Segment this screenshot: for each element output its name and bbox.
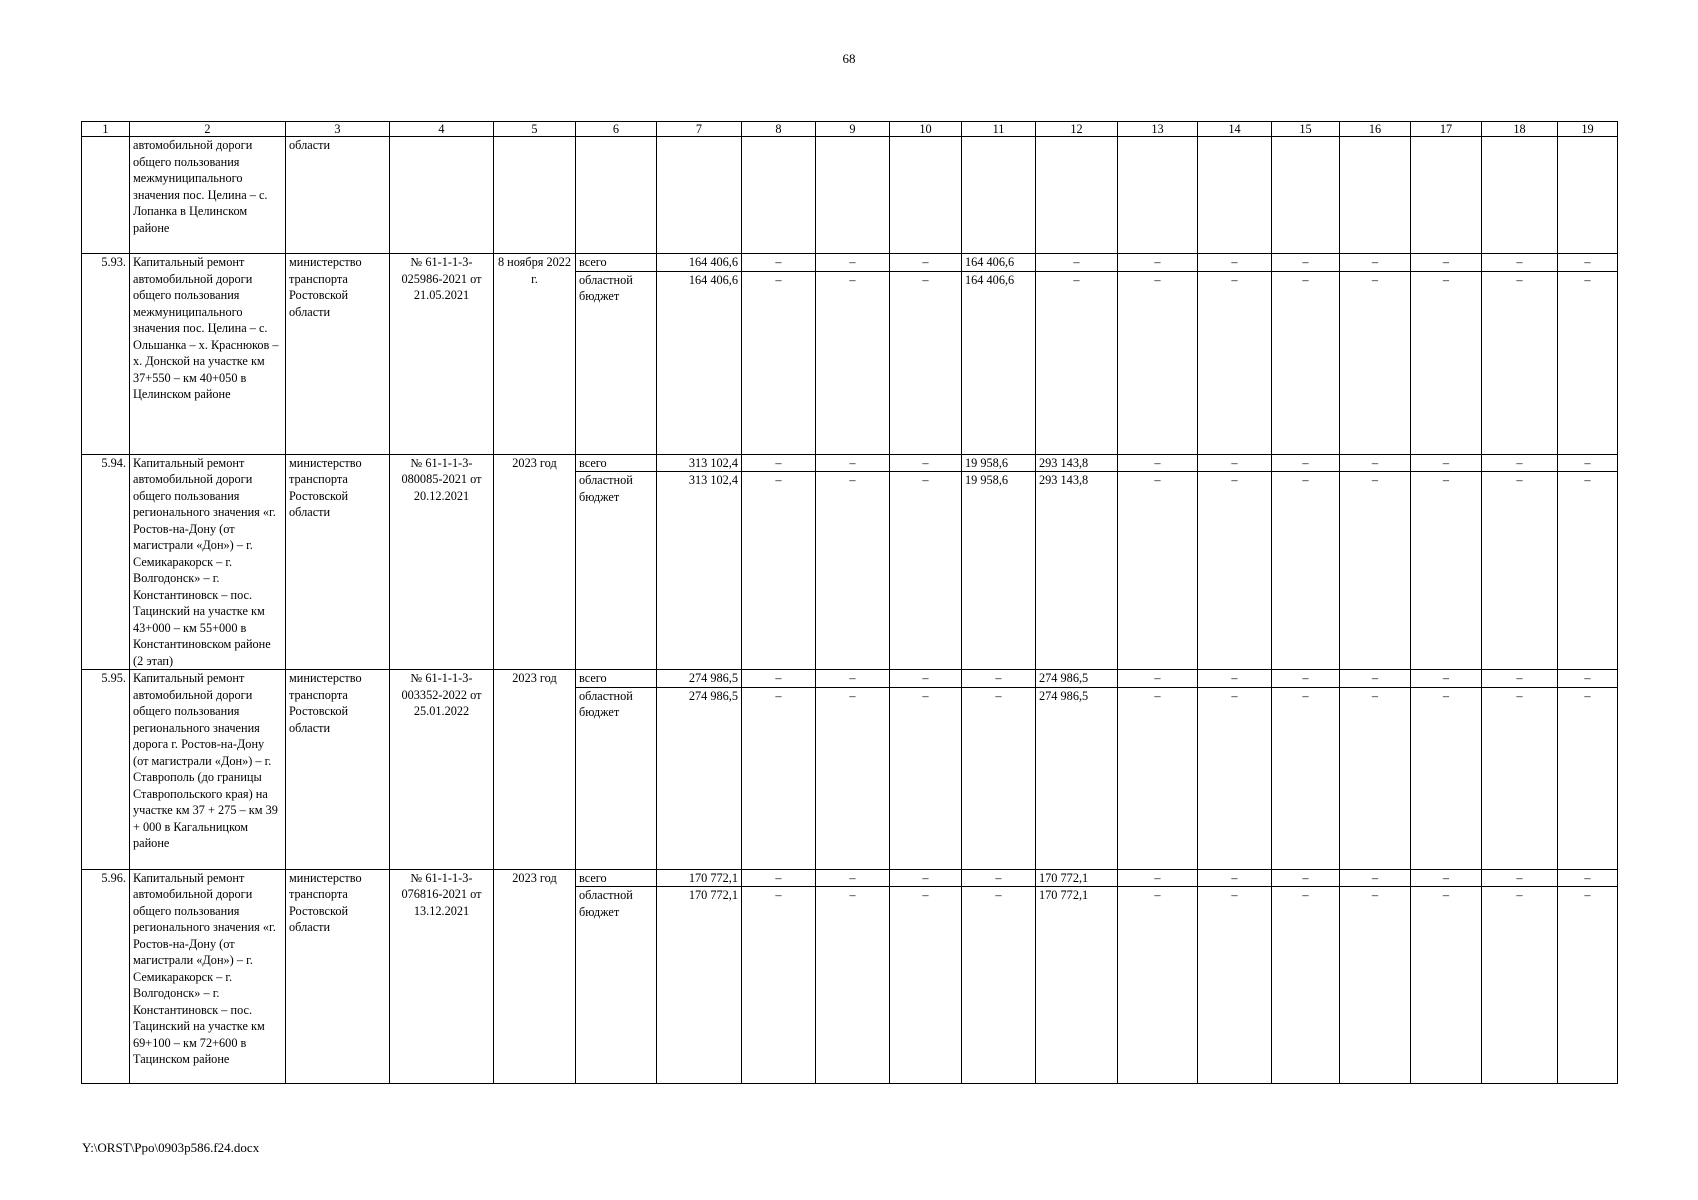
total-value-col-8: –	[742, 254, 816, 272]
total-value-col-8: –	[742, 454, 816, 472]
completion-period: 2023 год	[494, 670, 576, 870]
expertise-document: № 61-1-1-3-003352-2022 от 25.01.2022	[390, 670, 494, 870]
responsible-org: министерство транспорта Ростовской области	[286, 454, 390, 670]
completion-period: 8 ноября 2022 г.	[494, 254, 576, 455]
budget-value-col-15: –	[1272, 472, 1340, 670]
budget-value-col-18: –	[1482, 687, 1558, 869]
budget-value-col-19: –	[1558, 472, 1618, 670]
total-value-col-10: –	[890, 254, 962, 272]
funding-source-budget: областной бюджет	[576, 887, 657, 1084]
budget-value-col-16: –	[1340, 271, 1411, 454]
column-number-10: 10	[890, 122, 962, 137]
total-value-col-9: –	[816, 869, 890, 887]
funding-source-total: всего	[576, 670, 657, 688]
total-value-col-14: –	[1198, 254, 1272, 272]
budget-value-col-10: –	[890, 271, 962, 454]
carry-over-row	[82, 137, 1618, 254]
total-value-col-7: 313 102,4	[657, 454, 742, 472]
total-value-col-11: 19 958,6	[962, 454, 1036, 472]
total-value-col-9: –	[816, 454, 890, 472]
total-value-col-13: –	[1118, 869, 1198, 887]
budget-value-col-11: –	[962, 687, 1036, 869]
column-number-11: 11	[962, 122, 1036, 137]
budget-value-col-9: –	[816, 887, 890, 1084]
budget-value-col-9: –	[816, 687, 890, 869]
budget-value-col-10: –	[890, 887, 962, 1084]
item-name: Капитальный ремонт автомобильной дороги общего пользования регионального значения дорога г. Ростов-на-Дону (от магистрали «Дон») – г. Ставрополь (до границы Ставропольского края) на участке км 37 + 275 – км 39 + 000 в Кагальницком районе	[130, 670, 286, 870]
total-value-col-17: –	[1411, 670, 1482, 688]
total-value-col-15: –	[1272, 670, 1340, 688]
budget-value-col-8: –	[742, 687, 816, 869]
carry-org-cell: области	[286, 137, 390, 254]
item-number: 5.95.	[82, 670, 130, 870]
expertise-document: № 61-1-1-3-025986-2021 от 21.05.2021	[390, 254, 494, 455]
funding-source-total: всего	[576, 254, 657, 272]
total-value-col-19: –	[1558, 869, 1618, 887]
budget-value-col-14: –	[1198, 271, 1272, 454]
budget-value-col-16: –	[1340, 472, 1411, 670]
total-value-col-14: –	[1198, 454, 1272, 472]
total-value-col-12: 274 986,5	[1036, 670, 1118, 688]
total-value-col-15: –	[1272, 454, 1340, 472]
total-value-col-14: –	[1198, 869, 1272, 887]
column-number-14: 14	[1198, 122, 1272, 137]
budget-value-col-14: –	[1198, 687, 1272, 869]
budget-value-col-15: –	[1272, 271, 1340, 454]
total-value-col-10: –	[890, 869, 962, 887]
total-value-col-17: –	[1411, 454, 1482, 472]
row-0-total	[82, 254, 1618, 272]
total-value-col-7: 274 986,5	[657, 670, 742, 688]
budget-value-col-8: –	[742, 271, 816, 454]
row-1-total	[82, 454, 1618, 472]
carry-name-cell: автомобильной дороги общего пользования межмуниципального значения пос. Целина – с. Лопанка в Целинском районе	[130, 137, 286, 254]
column-number-13: 13	[1118, 122, 1198, 137]
column-number-4: 4	[390, 122, 494, 137]
budget-value-col-19: –	[1558, 687, 1618, 869]
budget-value-col-17: –	[1411, 887, 1482, 1084]
funding-source-total: всего	[576, 454, 657, 472]
total-value-col-19: –	[1558, 254, 1618, 272]
total-value-col-12: 170 772,1	[1036, 869, 1118, 887]
column-number-15: 15	[1272, 122, 1340, 137]
total-value-col-15: –	[1272, 869, 1340, 887]
column-number-6: 6	[576, 122, 657, 137]
carry-no-cell	[82, 137, 130, 254]
row-3-total	[82, 869, 1618, 887]
budget-value-col-18: –	[1482, 271, 1558, 454]
column-number-17: 17	[1411, 122, 1482, 137]
item-name: Капитальный ремонт автомобильной дороги общего пользования регионального значения «г. Ростов-на-Дону (от магистрали «Дон») – г. Семикаракорск – г. Волгодонск» – г. Константиновск – пос. Тацинский на участке км 69+100 – км 72+600 в Тацинском районе	[130, 869, 286, 1084]
expertise-document: № 61-1-1-3-076816-2021 от 13.12.2021	[390, 869, 494, 1084]
total-value-col-18: –	[1482, 670, 1558, 688]
column-number-9: 9	[816, 122, 890, 137]
funding-source-budget: областной бюджет	[576, 687, 657, 869]
total-value-col-16: –	[1340, 670, 1411, 688]
budget-value-col-18: –	[1482, 472, 1558, 670]
total-value-col-10: –	[890, 670, 962, 688]
column-number-5: 5	[494, 122, 576, 137]
budget-value-col-15: –	[1272, 887, 1340, 1084]
total-value-col-12: 293 143,8	[1036, 454, 1118, 472]
budget-value-col-7: 170 772,1	[657, 887, 742, 1084]
total-value-col-7: 164 406,6	[657, 254, 742, 272]
total-value-col-19: –	[1558, 454, 1618, 472]
column-number-16: 16	[1340, 122, 1411, 137]
budget-value-col-9: –	[816, 472, 890, 670]
budget-value-col-9: –	[816, 271, 890, 454]
funding-source-budget: областной бюджет	[576, 271, 657, 454]
row-2-total	[82, 670, 1618, 688]
column-number-2: 2	[130, 122, 286, 137]
budget-value-col-14: –	[1198, 887, 1272, 1084]
total-value-col-12: –	[1036, 254, 1118, 272]
program-table	[81, 121, 1618, 1084]
budget-value-col-11: 19 958,6	[962, 472, 1036, 670]
total-value-col-17: –	[1411, 869, 1482, 887]
total-value-col-10: –	[890, 454, 962, 472]
total-value-col-19: –	[1558, 670, 1618, 688]
budget-value-col-10: –	[890, 472, 962, 670]
total-value-col-11: 164 406,6	[962, 254, 1036, 272]
total-value-col-18: –	[1482, 254, 1558, 272]
total-value-col-13: –	[1118, 670, 1198, 688]
item-number: 5.93.	[82, 254, 130, 455]
item-name: Капитальный ремонт автомобильной дороги общего пользования межмуниципального значения пос. Целина – с. Ольшанка – х. Краснюков – х. Донской на участке км 37+550 – км 40+050 в Целинском районе	[130, 254, 286, 455]
budget-value-col-11: –	[962, 887, 1036, 1084]
column-number-18: 18	[1482, 122, 1558, 137]
column-number-1: 1	[82, 122, 130, 137]
total-value-col-17: –	[1411, 254, 1482, 272]
total-value-col-8: –	[742, 869, 816, 887]
expertise-document: № 61-1-1-3-080085-2021 от 20.12.2021	[390, 454, 494, 670]
budget-value-col-12: 274 986,5	[1036, 687, 1118, 869]
budget-value-col-17: –	[1411, 687, 1482, 869]
budget-value-col-7: 164 406,6	[657, 271, 742, 454]
budget-value-col-16: –	[1340, 687, 1411, 869]
total-value-col-14: –	[1198, 670, 1272, 688]
total-value-col-8: –	[742, 670, 816, 688]
budget-value-col-16: –	[1340, 887, 1411, 1084]
budget-value-col-13: –	[1118, 271, 1198, 454]
total-value-col-16: –	[1340, 254, 1411, 272]
budget-value-col-10: –	[890, 687, 962, 869]
column-number-row	[82, 122, 1618, 137]
total-value-col-9: –	[816, 254, 890, 272]
budget-value-col-13: –	[1118, 887, 1198, 1084]
completion-period: 2023 год	[494, 454, 576, 670]
total-value-col-18: –	[1482, 869, 1558, 887]
total-value-col-15: –	[1272, 254, 1340, 272]
completion-period: 2023 год	[494, 869, 576, 1084]
budget-value-col-13: –	[1118, 687, 1198, 869]
item-name: Капитальный ремонт автомобильной дороги общего пользования регионального значения «г. Ростов-на-Дону (от магистрали «Дон») – г. Семикаракорск – г. Волгодонск» – г. Константиновск – пос. Тацинский на участке км 43+000 – км 55+000 в Константиновском районе (2 этап)	[130, 454, 286, 670]
budget-value-col-12: 170 772,1	[1036, 887, 1118, 1084]
budget-value-col-15: –	[1272, 687, 1340, 869]
column-number-7: 7	[657, 122, 742, 137]
column-number-8: 8	[742, 122, 816, 137]
budget-value-col-7: 313 102,4	[657, 472, 742, 670]
responsible-org: министерство транспорта Ростовской области	[286, 254, 390, 455]
total-value-col-16: –	[1340, 869, 1411, 887]
total-value-col-11: –	[962, 670, 1036, 688]
total-value-col-11: –	[962, 869, 1036, 887]
column-number-3: 3	[286, 122, 390, 137]
funding-source-total: всего	[576, 869, 657, 887]
budget-value-col-12: 293 143,8	[1036, 472, 1118, 670]
budget-value-col-17: –	[1411, 472, 1482, 670]
budget-value-col-12: –	[1036, 271, 1118, 454]
column-number-19: 19	[1558, 122, 1618, 137]
budget-value-col-14: –	[1198, 472, 1272, 670]
responsible-org: министерство транспорта Ростовской области	[286, 869, 390, 1084]
budget-value-col-19: –	[1558, 887, 1618, 1084]
total-value-col-16: –	[1340, 454, 1411, 472]
budget-value-col-11: 164 406,6	[962, 271, 1036, 454]
budget-value-col-17: –	[1411, 271, 1482, 454]
funding-source-budget: областной бюджет	[576, 472, 657, 670]
page-number: 68	[842, 51, 856, 66]
item-number: 5.96.	[82, 869, 130, 1084]
budget-value-col-13: –	[1118, 472, 1198, 670]
responsible-org: министерство транспорта Ростовской области	[286, 670, 390, 870]
total-value-col-9: –	[816, 670, 890, 688]
budget-value-col-7: 274 986,5	[657, 687, 742, 869]
column-number-12: 12	[1036, 122, 1118, 137]
file-path-footer: Y:\ORST\Ppo\0903p586.f24.docx	[82, 1140, 260, 1155]
budget-value-col-18: –	[1482, 887, 1558, 1084]
total-value-col-13: –	[1118, 454, 1198, 472]
total-value-col-18: –	[1482, 454, 1558, 472]
budget-value-col-19: –	[1558, 271, 1618, 454]
budget-value-col-8: –	[742, 887, 816, 1084]
total-value-col-7: 170 772,1	[657, 869, 742, 887]
total-value-col-13: –	[1118, 254, 1198, 272]
item-number: 5.94.	[82, 454, 130, 670]
budget-value-col-8: –	[742, 472, 816, 670]
